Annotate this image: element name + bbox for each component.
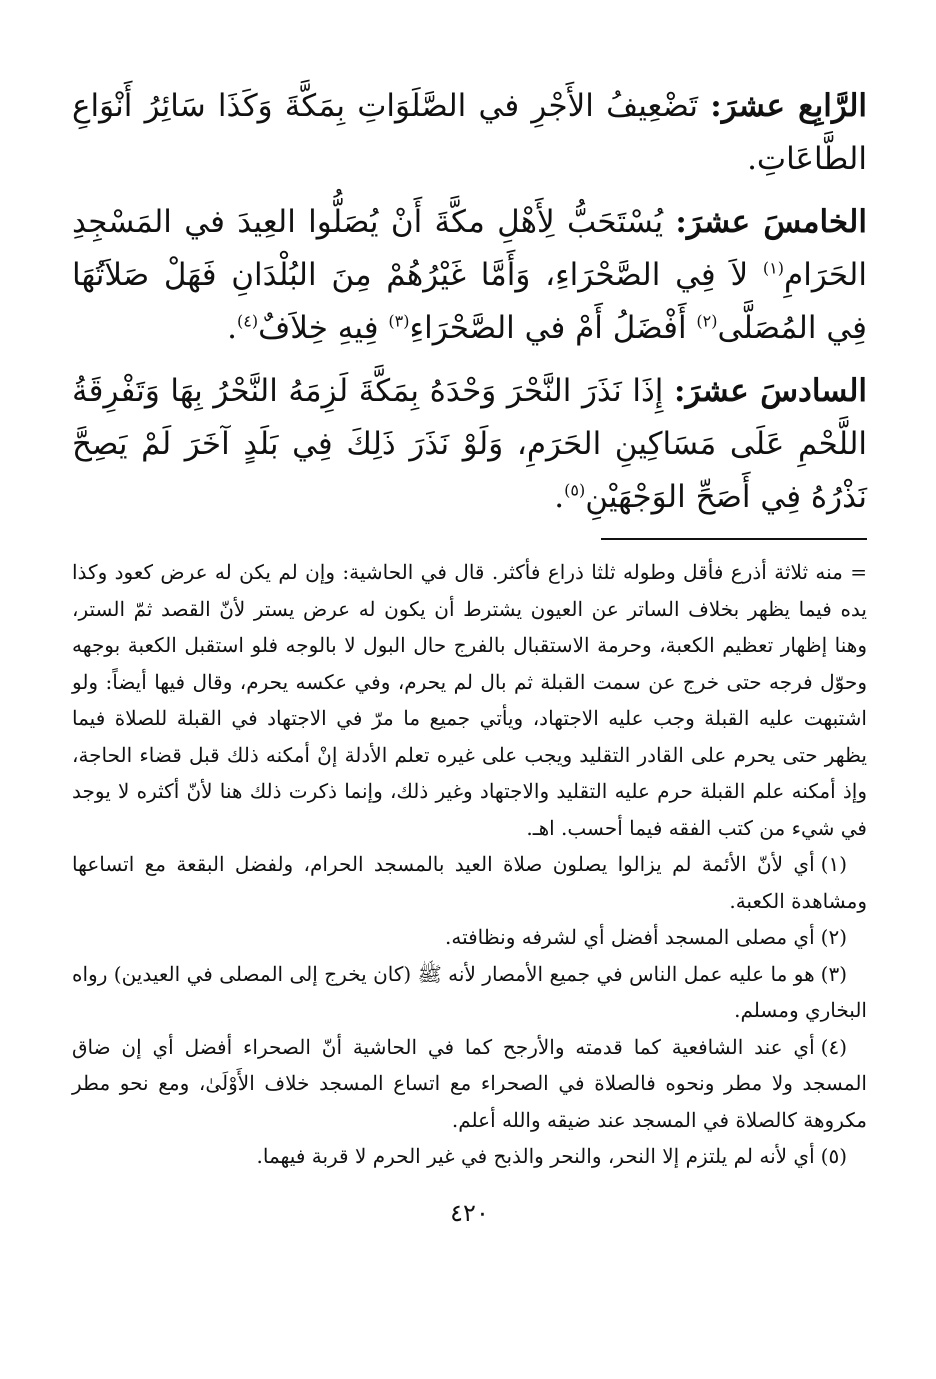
footnote-text: أي لأنّ الأئمة لم يزالوا يصلون صلاة العيد بالمسجد الحرام، ولفضل البقعة مع اتساعها ومشاهدة الكعبة. <box>72 852 867 913</box>
footnote-text: أي عند الشافعية كما قدمته والأرجح كما في الحاشية أنّ الصحراء أفضل أي إن ضاق المسجد ولا مطر ونحوه فالصلاة في الصحراء مع اتساع المسجد خلاف الأَوْلَىٰ، ومع نحو مطر مكروهة كالصلاة في المسجد عند ضيقه والله أعلم. <box>72 1034 867 1132</box>
footnote-number: (٢) <box>820 925 847 949</box>
footnotes <box>72 554 867 1175</box>
page-number: ٤٢٠ <box>450 1198 489 1227</box>
footnote-2 <box>72 919 867 956</box>
footnote-number: (٤) <box>820 1034 847 1059</box>
footnote-3 <box>72 956 867 1029</box>
footnote-ref-1[interactable]: (١) <box>762 258 785 278</box>
paragraph-fourteenth <box>72 80 867 186</box>
footnote-ref-2[interactable]: (٢) <box>696 311 718 331</box>
paragraph-heading: السادسَ عشرَ: <box>674 373 868 409</box>
paragraph-sixteenth <box>72 365 867 524</box>
paragraph-body: لاَ فِي الصَّحْرَاءِ، وَأَمَّا غَيْرُهُمْ مِنَ البُلْدَانِ فَهَلْ صَلاَتُهَا فِي المُصَلَّى <box>72 257 867 346</box>
paragraph-heading: الخامسَ عشرَ: <box>675 204 867 240</box>
footnote-number: (٥) <box>820 1144 847 1168</box>
paragraph-body: فِيهِ خِلاَفٌ <box>258 310 379 346</box>
paragraph-end: . <box>227 310 237 346</box>
footnote-1 <box>72 846 867 919</box>
footnote-ref-4[interactable]: (٤) <box>237 311 259 331</box>
paragraph-body: إِذَا نَذَرَ النَّحْرَ وَحْدَهُ بِمَكَّةَ لَزِمَهُ النَّحْرُ بِهَا وَتَفْرِقَةُ اللَّحْمِ عَلَى مَسَاكِينِ الحَرَمِ، وَلَوْ نَذَرَ ذَلِكَ فِي بَلَدٍ آخَرَ لَمْ يَصِحَّ نَذْرُهُ فِي أَصَحِّ الوَجْهَيْنِ <box>72 373 867 515</box>
footnote-separator <box>601 538 867 540</box>
footnote-ref-3[interactable]: (٣) <box>388 311 410 331</box>
footnote-number: (١) <box>820 852 847 876</box>
footnote-5 <box>72 1138 867 1175</box>
footnote-number: (٣) <box>820 961 847 986</box>
paragraph-body: يُسْتَحَبُّ لِأَهْلِ مكَّةَ أَنْ يُصَلُّوا العِيدَ في المَسْجِدِ الحَرَامِ <box>72 204 867 293</box>
paragraph-fifteenth <box>72 196 867 355</box>
footnote-text: أي مصلى المسجد أفضل أي لشرفه ونظافته. <box>444 925 815 949</box>
footnote-text: أي لأنه لم يلتزم إلا النحر، والنحر والذبح في غير الحرم لا قربة فيهما. <box>256 1144 815 1168</box>
paragraph-end: . <box>554 479 565 515</box>
paragraph-heading: الرَّابِع عشرَ: <box>710 88 867 124</box>
footnote-ref-5[interactable]: (٥) <box>564 480 586 500</box>
main-text <box>72 80 867 524</box>
footnote-continuation: = منه ثلاثة أذرع فأقل وطوله ثلثا ذراع فأكثر. قال في الحاشية: وإن لم يكن له عرض كعود وكذا يده فيما يظهر بخلاف الساتر عن العيون يشترط أن يكون له عرض يستر لأنّ القصد ثمّ الستر، وهنا إظهار تعظيم الكعبة، وحرمة الاستقبال بالفرج حال البول لا بالوجه فلو استقبل الكعبة بوجهه وحوّل فرجه حتى خرج عن سمت القبلة ثم بال لم يحرم، وفي عكسه يحرم، وقال فيها أيضاً: ولو اشتبهت عليه القبلة وجب عليه الاجتهاد، ويأتي جميع ما مرّ في الاجتهاد في القبلة للصلاة فيما يظهر حتى يحرم على القادر التقليد ويجب على غيره تعلم الأدلة إنْ أمكنه ذلك قبل قضاء الحاجة، وإذ أمكنه علم القبلة حرم عليه التقليد والاجتهاد وغير ذلك، وإنما ذكرت ذلك هنا لأنّ أكثره لا يوجد في شيء من كتب الفقه فيما أحسب. اهـ. <box>72 560 867 840</box>
footnote-4 <box>72 1029 867 1139</box>
book-page <box>72 80 867 1227</box>
paragraph-body: أَفْضَلُ أَمْ في الصَّحْرَاءِ <box>409 310 687 346</box>
paragraph-body: تَضْعِيفُ الأَجْرِ في الصَّلَوَاتِ بِمَكَّةَ وَكَذَا سَائِرُ أَنْوَاعِ الطَّاعَاتِ. <box>72 88 867 177</box>
footnote-text: هو ما عليه عمل الناس في جميع الأمصار لأنه ﷺ (كان يخرج إلى المصلى في العيدين) رواه البخاري ومسلم. <box>72 961 867 1022</box>
